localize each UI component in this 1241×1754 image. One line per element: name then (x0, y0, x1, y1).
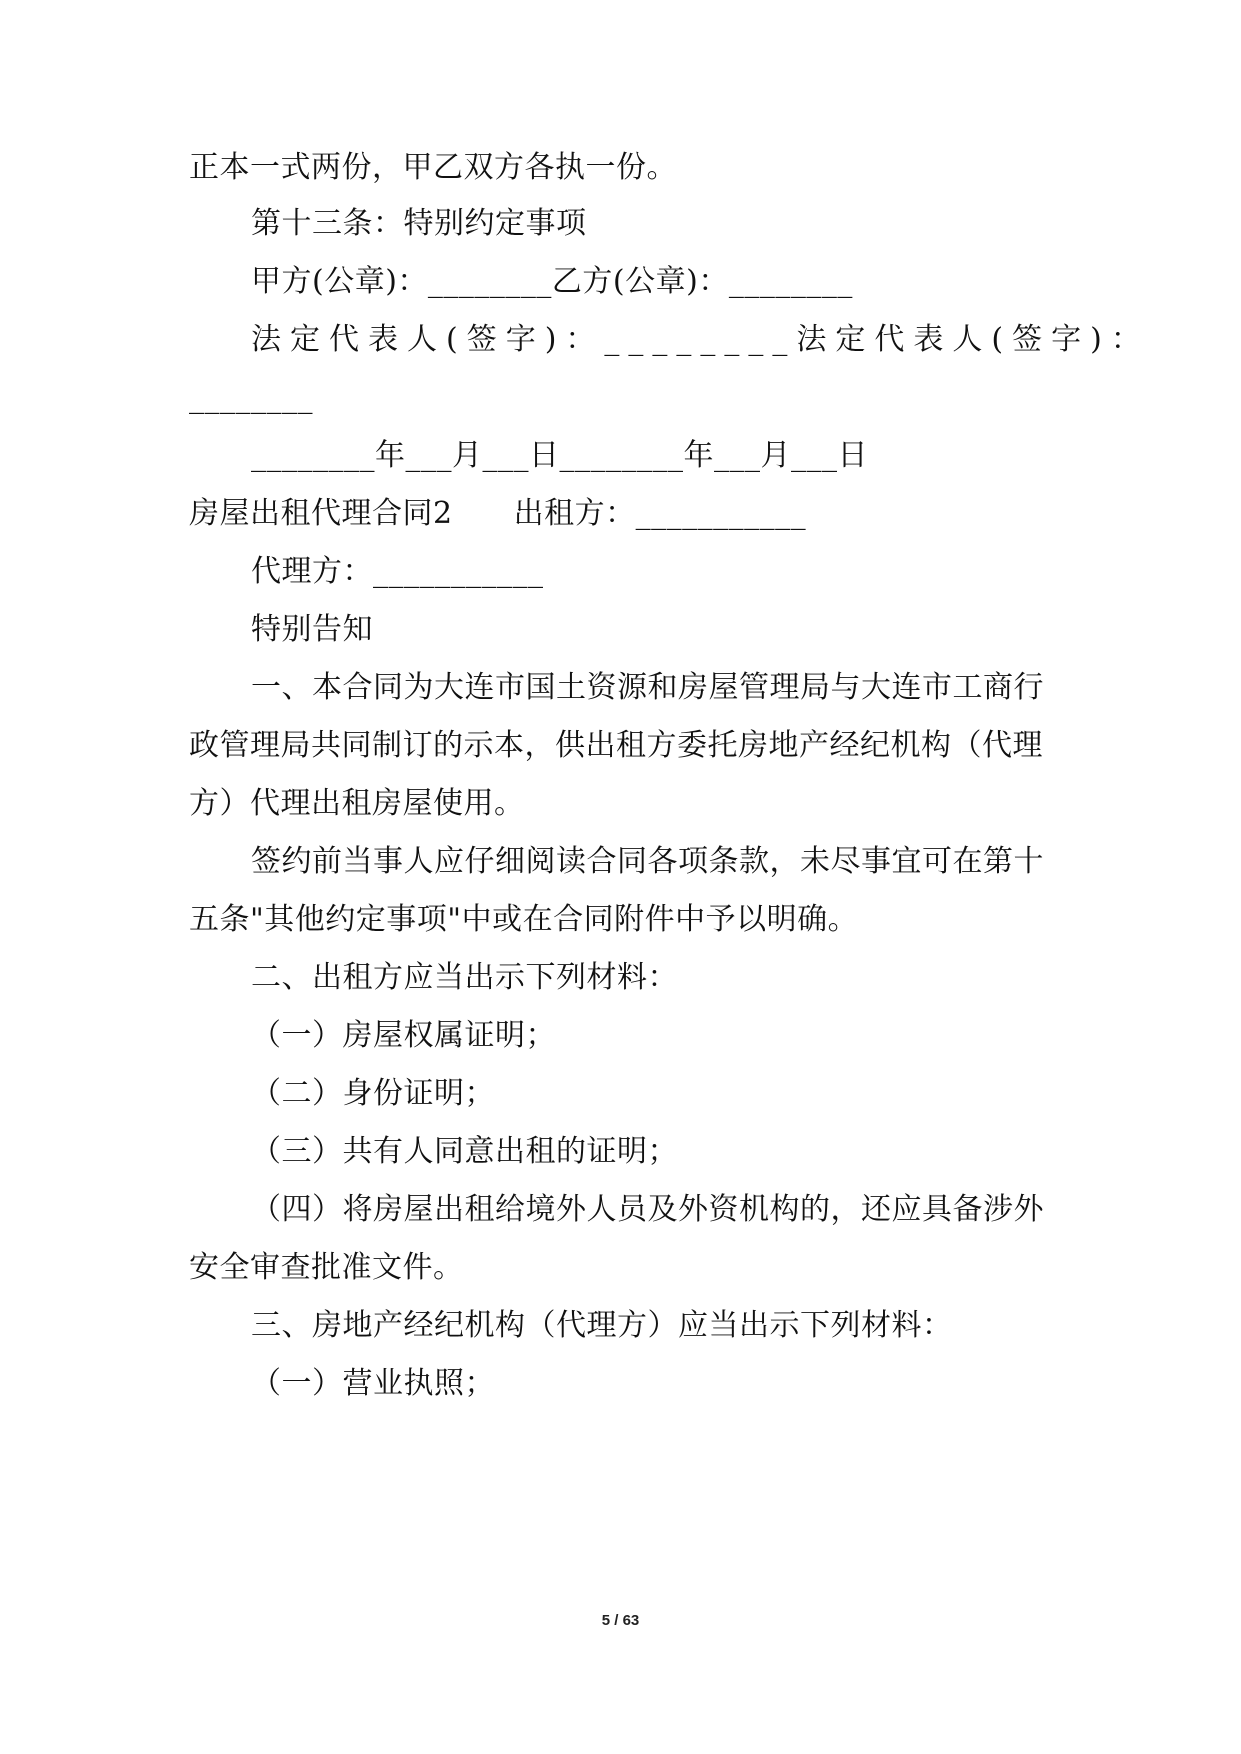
clause-heading: 第十三条：特别约定事项 (251, 206, 587, 241)
list-item: （四）将房屋出租给境外人员及外资机构的，还应具备涉外 (251, 1192, 1044, 1227)
paragraph-line: 方）代理出租房屋使用。 (189, 786, 525, 821)
list-item: （三）共有人同意出租的证明； (251, 1134, 678, 1169)
list-item-continuation: 安全审查批准文件。 (189, 1250, 464, 1285)
signature-line: 甲方(公章)：________乙方(公章)：________ (251, 264, 853, 299)
contract-title-line: 房屋出租代理合同2 出租方：___________ (189, 496, 807, 531)
paragraph-line: 一、本合同为大连市国土资源和房屋管理局与大连市工商行 (251, 670, 1044, 705)
paragraph-line: 签约前当事人应仔细阅读合同各项条款，未尽事宜可在第十 (251, 844, 1044, 879)
date-line: ________年___月___日________年___月___日 (251, 438, 868, 473)
signature-line: 法定代表人(签字)：________法定代表人(签字)： (251, 322, 1150, 357)
list-item: （二）身份证明； (251, 1076, 495, 1111)
page-number: 5 / 63 (601, 1612, 640, 1629)
text-line: 正本一式两份，甲乙双方各执一份。 (189, 150, 677, 185)
list-item: （一）营业执照； (251, 1366, 495, 1401)
agent-line: 代理方：___________ (251, 554, 544, 589)
section-heading: 三、房地产经纪机构（代理方）应当出示下列材料： (251, 1308, 953, 1343)
signature-blank: ________ (189, 380, 313, 415)
section-heading: 特别告知 (251, 612, 373, 647)
paragraph-line: 五条"其他约定事项"中或在合同附件中予以明确。 (189, 902, 859, 937)
paragraph-line: 政管理局共同制订的示本，供出租方委托房地产经纪机构（代理 (189, 728, 1043, 763)
list-item: （一）房屋权属证明； (251, 1018, 556, 1053)
section-heading: 二、出租方应当出示下列材料： (251, 960, 678, 995)
